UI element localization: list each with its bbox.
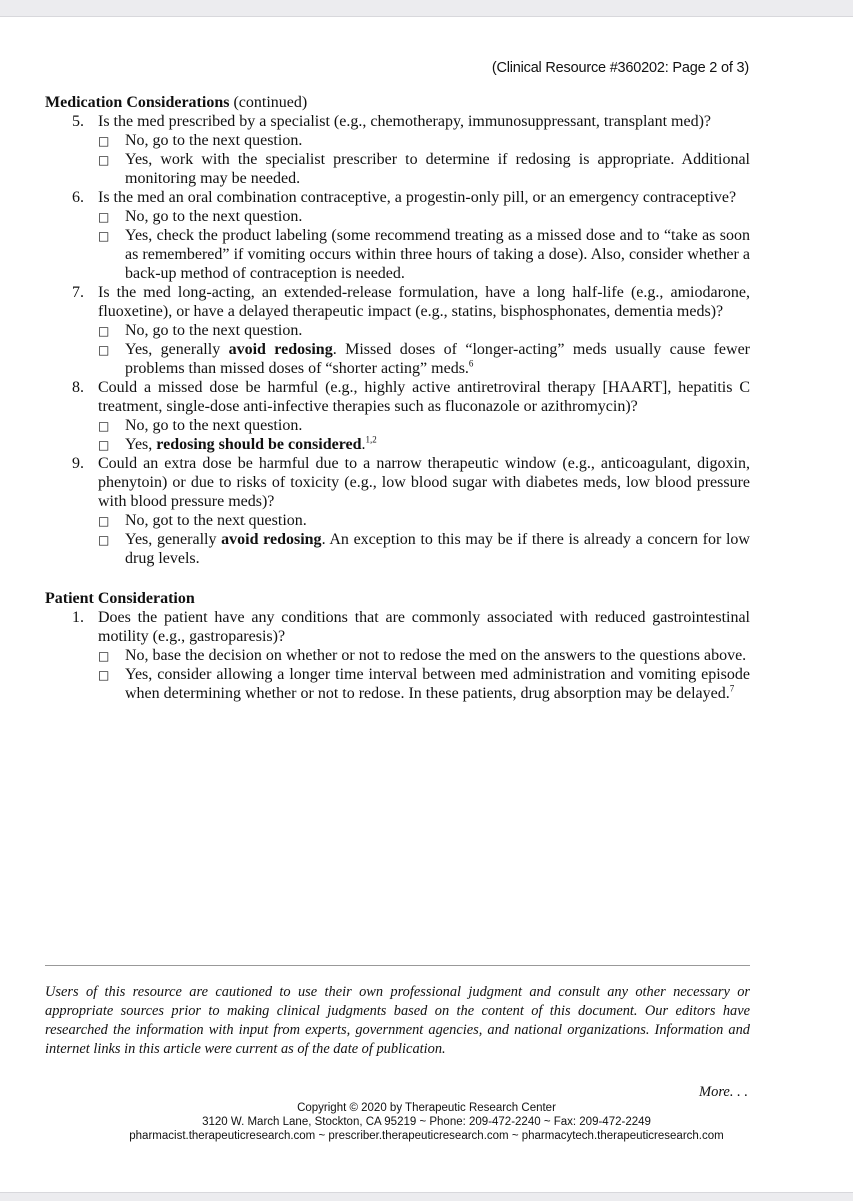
answer-option: [45, 226, 750, 283]
question-item: [45, 454, 750, 511]
question-text: Is the med prescribed by a specialist (e.g., chemotherapy, immunosuppressant, transplant med)?: [98, 113, 711, 130]
answer-option: [45, 321, 750, 340]
option-text-end: .: [361, 436, 366, 453]
footer-divider: [45, 965, 750, 966]
question-text: Could an extra dose be harmful due to a narrow therapeutic window (e.g., anticoagulant, digoxin, phenytoin) or due to risks of toxicity (e.g., low blood sugar with diabetes meds, low blood pressure with blood pressure meds)?: [98, 455, 750, 510]
question-item: [45, 188, 750, 207]
option-text: Yes, check the product labeling (some recommend treating as a missed dose and to “take as soon as remembered” if vomiting occurs within three hours of taking a dose). Also, consider whether a back-up method of contraception is needed.: [125, 227, 750, 282]
checkbox-icon[interactable]: □: [98, 649, 110, 663]
question-item: [45, 112, 750, 131]
more-indicator: More. . .: [699, 1084, 748, 1100]
footer-address: 3120 W. March Lane, Stockton, CA 95219 ~ Phone: 209-472-2240 ~ Fax: 209-472-2249: [202, 1116, 651, 1128]
answer-option: [45, 665, 750, 703]
section-title-suffix: (continued): [229, 94, 308, 111]
question-number: 7.: [72, 284, 84, 301]
question-number: 6.: [72, 189, 84, 206]
question-number: 1.: [72, 609, 84, 626]
question-number: 8.: [72, 379, 84, 396]
question-number: 9.: [72, 455, 84, 472]
medication-question-list: [45, 112, 750, 568]
footer-links: pharmacist.therapeuticresearch.com ~ prescriber.therapeuticresearch.com ~ pharmacytech.therapeuticresearch.com: [129, 1130, 724, 1142]
viewer-top-bar: [0, 0, 853, 17]
answer-option: [45, 150, 750, 188]
checkbox-icon[interactable]: □: [98, 438, 110, 452]
section-title-patient: Patient Consideration: [45, 590, 195, 607]
footer-copyright: Copyright © 2020 by Therapeutic Research Center: [297, 1102, 556, 1114]
answer-option: [45, 131, 750, 150]
question-number: 5.: [72, 113, 84, 130]
option-text-end: . Missed doses of “longer-acting” meds usually cause fewer problems than missed doses of “shorter acting” meds.: [125, 341, 750, 377]
question-text: Could a missed dose be harmful (e.g., highly active antiretroviral therapy [HAART], hepatitis C treatment, single-dose anti-infective therapies such as fluconazole or azithromycin)?: [98, 379, 750, 415]
answer-option: [45, 646, 750, 665]
answer-option: [45, 530, 750, 568]
option-text: No, go to the next question.: [125, 132, 303, 149]
option-text: No, go to the next question.: [125, 208, 303, 225]
question-item: [45, 608, 750, 646]
page-footer: [0, 1101, 853, 1143]
option-emphasis: avoid redosing: [228, 341, 333, 358]
option-text: Yes, consider allowing a longer time interval between med administration and vomiting episode when determining whether or not to redose. In these patients, drug absorption may be delayed.: [125, 666, 750, 702]
question-text: Is the med long-acting, an extended-release formulation, have a long half-life (e.g., amiodarone, fluoxetine), or have a delayed therapeutic impact (e.g., statins, bisphosphonates, dementia meds)?: [98, 284, 750, 320]
question-item: [45, 283, 750, 321]
option-text: Yes, generally: [125, 341, 229, 358]
checkbox-icon[interactable]: □: [98, 324, 110, 338]
question-text: Is the med an oral combination contraceptive, a progestin-only pill, or an emergency contraceptive?: [98, 189, 737, 206]
answer-option: [45, 435, 750, 454]
checkbox-icon[interactable]: □: [98, 514, 110, 528]
page-header: (Clinical Resource #360202: Page 2 of 3): [491, 60, 749, 76]
option-text: Yes,: [125, 436, 157, 453]
question-item: [45, 378, 750, 416]
question-text: Does the patient have any conditions that are commonly associated with reduced gastrointestinal motility (e.g., gastroparesis)?: [98, 609, 750, 645]
checkbox-icon[interactable]: □: [98, 419, 110, 433]
patient-question-list: [45, 608, 750, 703]
option-text-end: . An exception to this may be if there is already a concern for low drug levels.: [125, 531, 750, 567]
option-text: No, go to the next question.: [125, 322, 303, 339]
checkbox-icon[interactable]: □: [98, 343, 110, 357]
answer-option: [45, 416, 750, 435]
checkbox-icon[interactable]: □: [98, 533, 110, 547]
checkbox-icon[interactable]: □: [98, 153, 110, 167]
document-body: [45, 93, 750, 703]
option-emphasis: avoid redosing: [221, 531, 322, 548]
checkbox-icon[interactable]: □: [98, 229, 110, 243]
reference-superscript: 6: [468, 358, 474, 369]
checkbox-icon[interactable]: □: [98, 668, 110, 682]
disclaimer-text: Users of this resource are cautioned to use their own professional judgment and consult any other necessary or appropriate sources prior to making clinical judgments based on the content of this document. Our editors have researched the information with input from experts, government agencies, and national organizations. Information and internet links in this article were current as of the date of publication.: [45, 984, 750, 1057]
reference-superscript: 1,2: [365, 434, 377, 445]
answer-option: [45, 207, 750, 226]
reference-superscript: 7: [729, 683, 735, 694]
section-title-text: Medication Considerations: [45, 94, 230, 111]
answer-option: [45, 340, 750, 378]
option-text: Yes, generally: [125, 531, 222, 548]
option-text: No, base the decision on whether or not to redose the med on the answers to the questions above.: [125, 647, 747, 664]
section-title-medication: [45, 93, 750, 112]
option-text: No, go to the next question.: [125, 417, 303, 434]
option-text: No, got to the next question.: [125, 512, 307, 529]
option-emphasis: redosing should be considered: [156, 436, 362, 453]
checkbox-icon[interactable]: □: [98, 134, 110, 148]
checkbox-icon[interactable]: □: [98, 210, 110, 224]
answer-option: [45, 511, 750, 530]
option-text: Yes, work with the specialist prescriber to determine if redosing is appropriate. Additional monitoring may be needed.: [125, 151, 750, 187]
